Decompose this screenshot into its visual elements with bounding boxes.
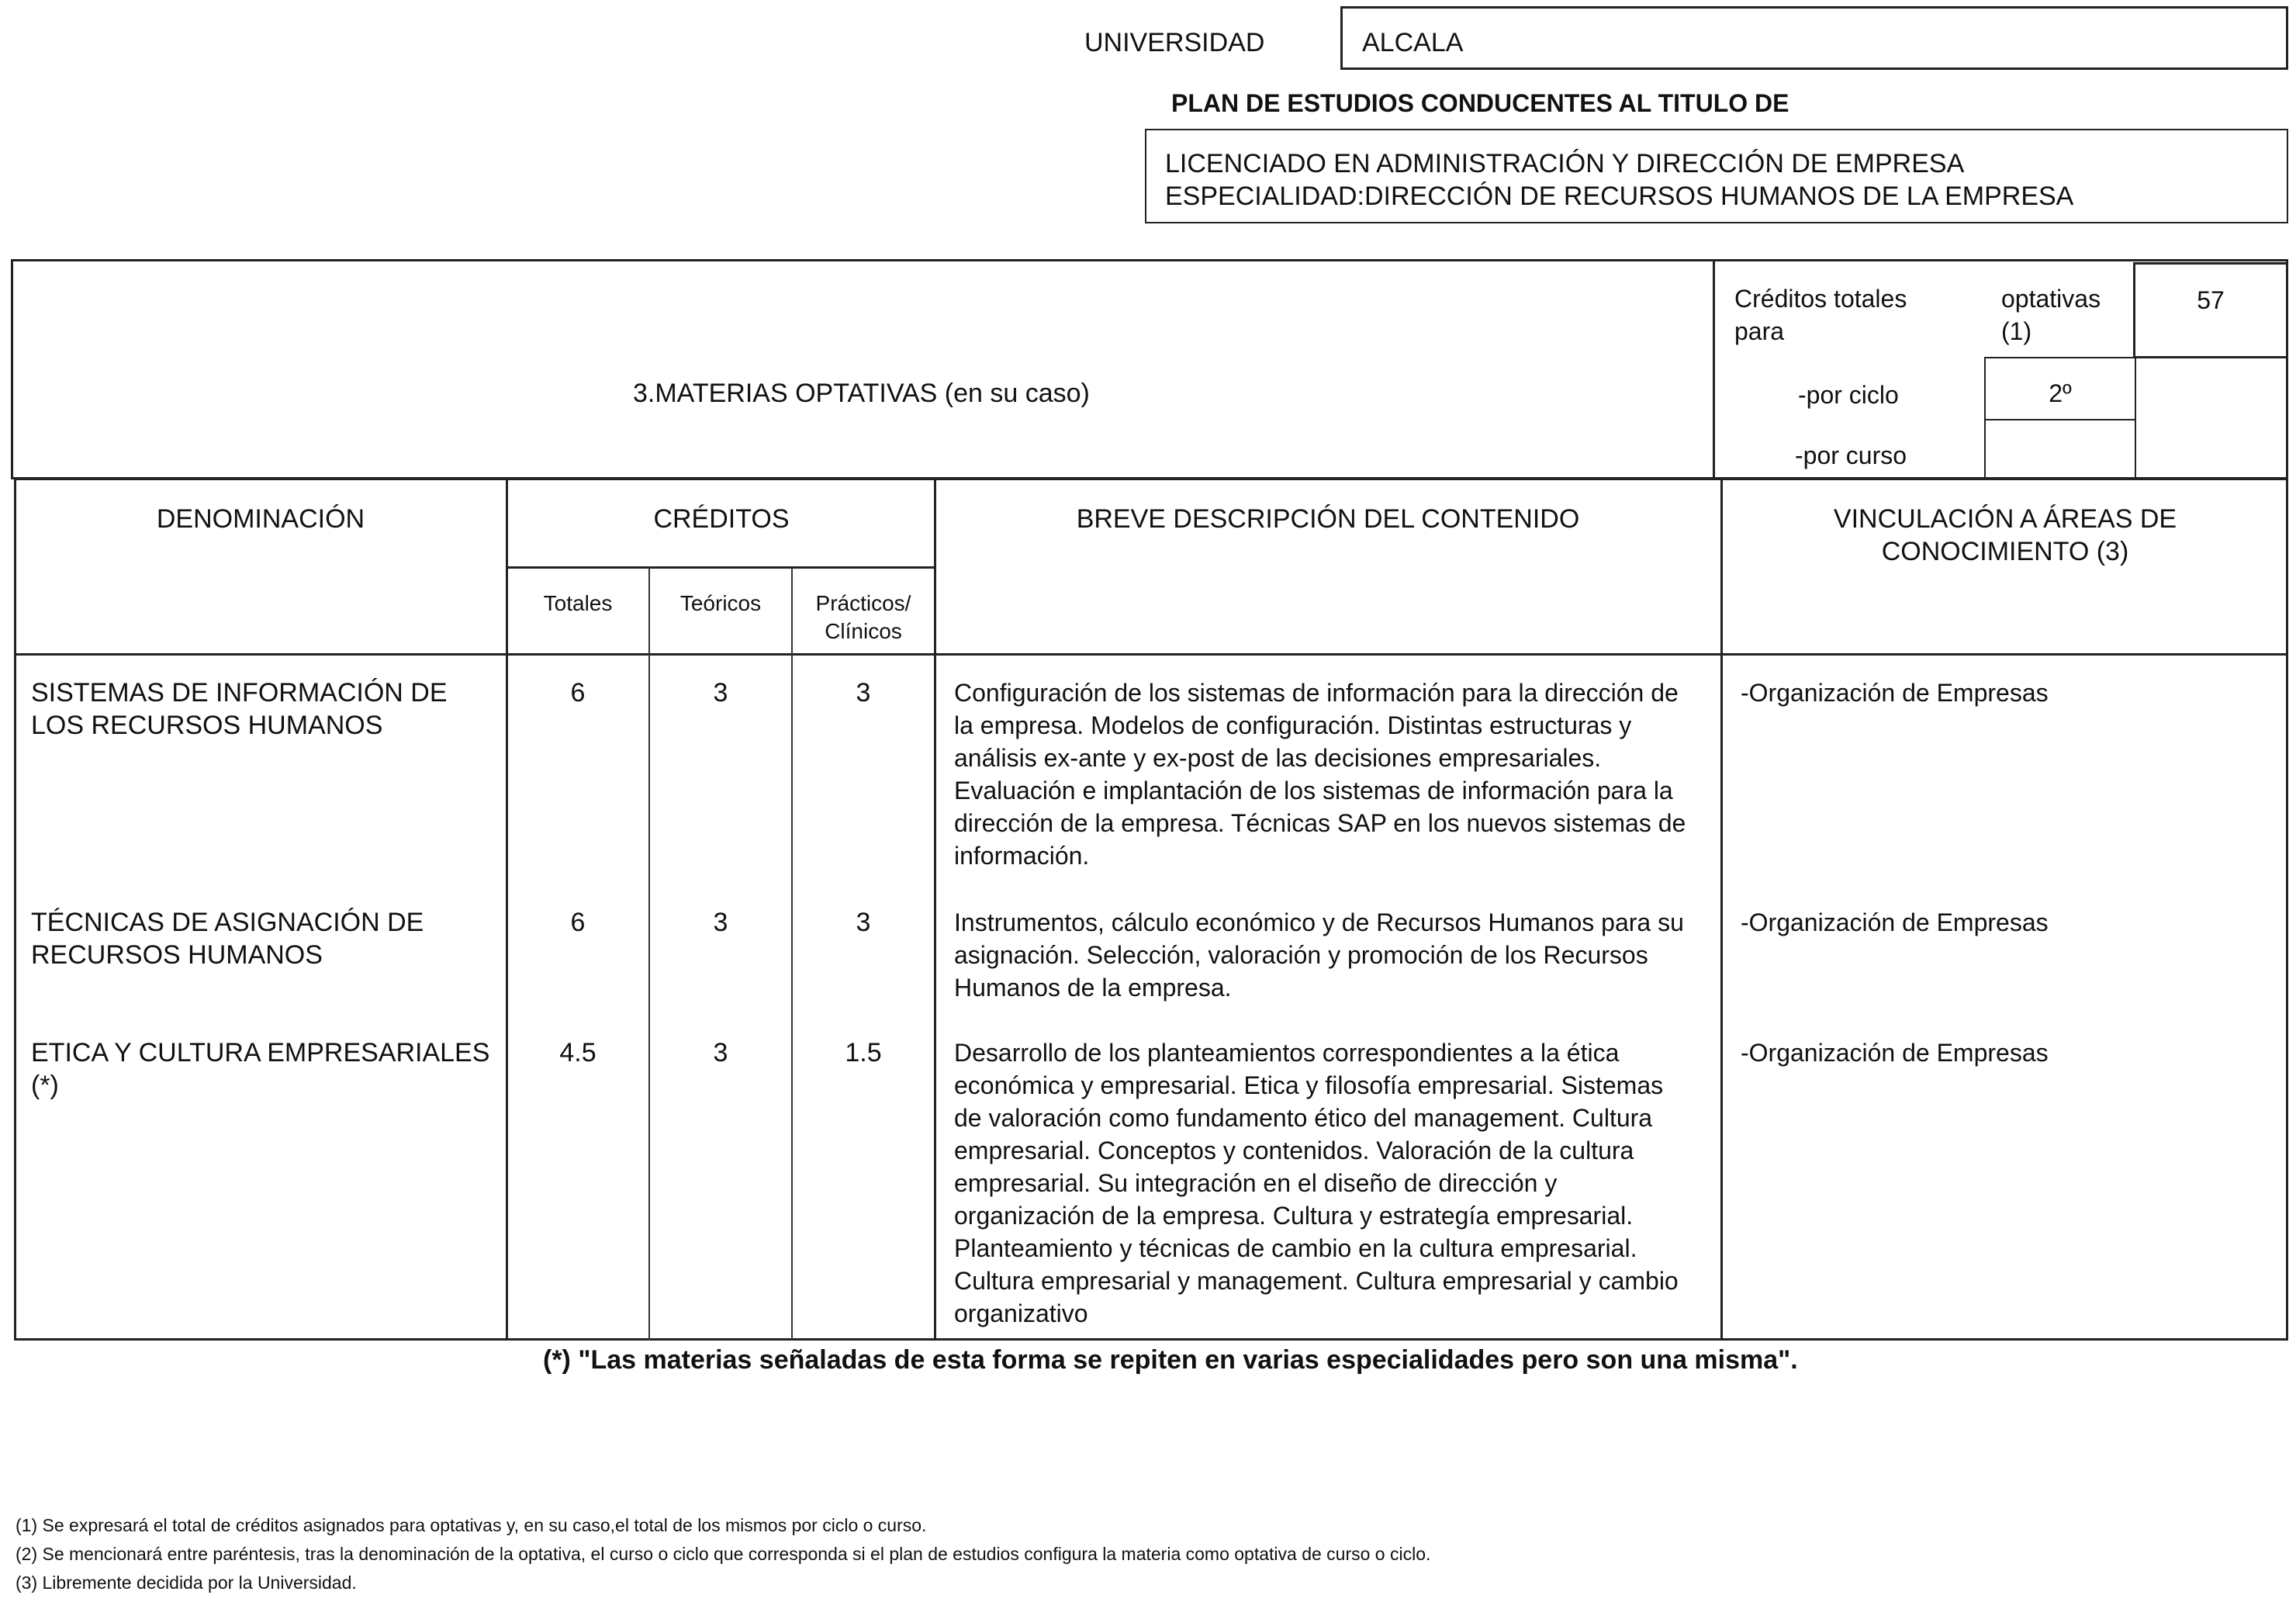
desc-line: la empresa. Modelos de configuración. Distintas estructuras y xyxy=(954,711,1632,739)
row-name-line: (*) xyxy=(31,1071,59,1100)
desc-line: empresarial. Su integración en el diseño de dirección y xyxy=(954,1169,1558,1197)
desc-line: de valoración como fundamento ético del management. Cultura xyxy=(954,1104,1653,1132)
footnotes xyxy=(16,1513,1430,1599)
row-name-line: LOS RECURSOS HUMANOS xyxy=(31,711,383,740)
col-divider-4 xyxy=(934,478,936,1341)
row-totales: 6 xyxy=(570,678,586,708)
desc-line: Configuración de los sistemas de información para la dirección de xyxy=(954,679,1679,707)
degree-line-1: LICENCIADO EN ADMINISTRACIÓN Y DIRECCIÓN DE EMPRESA xyxy=(1165,149,1965,178)
optativas-line-1: optativas xyxy=(2001,285,2101,313)
desc-line: asignación. Selección, valoración y promoción de los Recursos xyxy=(954,941,1648,969)
plan-title: PLAN DE ESTUDIOS CONDUCENTES AL TITULO DE xyxy=(1171,89,1789,117)
col-header-vinculacion-line-1: VINCULACIÓN A ÁREAS DE xyxy=(1833,504,2177,534)
desc-line: Instrumentos, cálculo económico y de Recursos Humanos para su xyxy=(954,908,1684,936)
section-title: 3.MATERIAS OPTATIVAS (en su caso) xyxy=(633,379,1090,408)
university-box xyxy=(1340,6,2288,70)
footnote: (3) Libremente decidida por la Universidad. xyxy=(16,1573,357,1593)
desc-line: empresarial. Conceptos y contenidos. Valoración de la cultura xyxy=(954,1137,1634,1164)
section-header-box xyxy=(11,259,2288,479)
row-name-line: TÉCNICAS DE ASIGNACIÓN DE xyxy=(31,908,424,937)
desc-line: análisis ex-ante y ex-post de las decisiones empresariales. xyxy=(954,744,1602,772)
row-name-line: ETICA Y CULTURA EMPRESARIALES xyxy=(31,1038,490,1067)
desc-line: organizativo xyxy=(954,1299,1088,1327)
desc-line: Evaluación e implantación de los sistemas de información para la xyxy=(954,777,1673,804)
star-note: (*) "Las materias señaladas de esta forma se repiten en varias especialidades pero son una misma". xyxy=(543,1345,1798,1375)
row-teoricos: 3 xyxy=(713,1038,728,1067)
row-practicos: 3 xyxy=(856,678,871,708)
credits-label-line-2: para xyxy=(1734,317,1785,345)
row-area: -Organización de Empresas xyxy=(1741,908,2049,936)
row-description xyxy=(954,676,1714,872)
col-header-practicos xyxy=(793,590,934,645)
credits-total-value: 57 xyxy=(2197,286,2225,314)
row-name-line: RECURSOS HUMANOS xyxy=(31,940,323,970)
table-row-name xyxy=(31,1036,504,1102)
col-header-totales: Totales xyxy=(543,591,613,615)
por-curso-box xyxy=(1984,419,2136,479)
optativas-line-2: (1) xyxy=(2001,317,2032,345)
table-row-name xyxy=(31,676,496,742)
credits-label-line-1: Créditos totales xyxy=(1734,285,1907,313)
col-header-creditos: CRÉDITOS xyxy=(653,504,790,534)
desc-line: económica y empresarial. Etica y filosofía empresarial. Sistemas xyxy=(954,1071,1664,1099)
desc-line: Desarrollo de los planteamientos correspondientes a la ética xyxy=(954,1039,1620,1067)
desc-line: organización de la empresa. Cultura y estrategía empresarial. xyxy=(954,1202,1634,1230)
table-row-name xyxy=(31,906,496,971)
row-description xyxy=(954,906,1714,1004)
footnote: (2) Se mencionará entre paréntesis, tras la denominación de la optativa, el curso o ciclo que corresponda si el plan de estudios configura la materia como optativa de curso o ciclo. xyxy=(16,1544,1431,1564)
row-description xyxy=(954,1036,1714,1330)
section-divider xyxy=(1713,259,1715,479)
creditos-subdivider xyxy=(507,566,935,569)
row-practicos: 1.5 xyxy=(845,1038,882,1067)
row-practicos: 3 xyxy=(856,908,871,937)
col-header-descripcion: BREVE DESCRIPCIÓN DEL CONTENIDO xyxy=(1076,504,1580,534)
row-name-line: SISTEMAS DE INFORMACIÓN DE xyxy=(31,678,448,708)
credits-label xyxy=(1734,282,1907,348)
desc-line: Planteamiento y técnicas de cambio en la cultura empresarial. xyxy=(954,1234,1637,1262)
desc-line: Cultura empresarial y management. Cultura empresarial y cambio xyxy=(954,1267,1679,1295)
header-row-divider xyxy=(14,653,2288,656)
col-divider-5 xyxy=(1720,478,1723,1341)
row-area: -Organización de Empresas xyxy=(1741,679,2049,707)
col-header-vinculacion xyxy=(1722,503,2288,568)
degree-line-2: ESPECIALIDAD:DIRECCIÓN DE RECURSOS HUMANOS DE LA EMPRESA xyxy=(1165,182,2074,211)
por-ciclo-label: -por ciclo xyxy=(1798,381,1899,409)
university-value: ALCALA xyxy=(1362,28,1464,57)
footnote: (1) Se expresará el total de créditos asignados para optativas y, en su caso,el total de los mismos por ciclo o curso. xyxy=(16,1515,927,1535)
desc-line: dirección de la empresa. Técnicas SAP en los nuevos sistemas de xyxy=(954,809,1686,837)
col-header-practicos-line-2: Clínicos xyxy=(825,619,902,643)
col-header-practicos-line-1: Prácticos/ xyxy=(815,591,911,615)
row-teoricos: 3 xyxy=(713,908,728,937)
optativas-label xyxy=(2001,282,2101,348)
col-header-denominacion: DENOMINACIÓN xyxy=(156,504,365,534)
por-ciclo-value: 2º xyxy=(2049,379,2072,407)
col-header-vinculacion-line-2: CONOCIMIENTO (3) xyxy=(1881,537,2129,566)
por-curso-label: -por curso xyxy=(1795,441,1907,469)
row-totales: 6 xyxy=(570,908,586,937)
university-label: UNIVERSIDAD xyxy=(1084,28,1265,57)
row-area: -Organización de Empresas xyxy=(1741,1039,2049,1067)
row-totales: 4.5 xyxy=(559,1038,596,1067)
row-teoricos: 3 xyxy=(713,678,728,708)
desc-line: información. xyxy=(954,842,1090,870)
col-header-teoricos: Teóricos xyxy=(679,591,762,615)
desc-line: Humanos de la empresa. xyxy=(954,974,1232,1002)
